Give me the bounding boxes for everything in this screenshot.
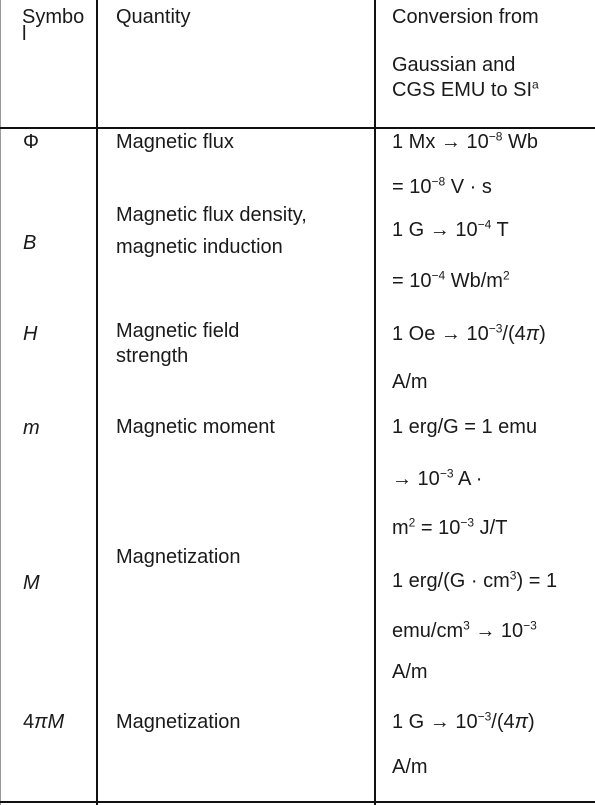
header-divider xyxy=(0,127,595,129)
row1-conversion-line2: = $10^{-8}$ V · s xyxy=(392,174,492,198)
row5-conversion-line3: A/m xyxy=(392,661,428,683)
row6-quantity: Magnetization xyxy=(116,711,241,733)
row3-quantity-line1: Magnetic field xyxy=(116,320,240,342)
row4-conversion-line3: $m^2 = 10^{-3}$ J/T xyxy=(392,515,508,539)
row3-quantity-line2: strength xyxy=(116,345,189,367)
header-symbol-line1: Symbo xyxy=(22,6,85,28)
row5-symbol: M xyxy=(23,572,40,594)
row3-symbol: H xyxy=(23,323,38,345)
row6-conversion-line2: A/m xyxy=(392,756,428,778)
row2-conversion-line1: 1 $G \to 10^{-4}$ T xyxy=(392,217,509,241)
header-symbol-line2: l xyxy=(22,23,27,45)
column-divider-2 xyxy=(374,0,376,805)
row2-quantity-line1: Magnetic flux density, xyxy=(116,204,307,226)
row5-quantity: Magnetization xyxy=(116,546,241,568)
row4-quantity: Magnetic moment xyxy=(116,416,275,438)
row3-conversion-line1: 1 $Oe \to 10^{-3}/(4\pi)$ xyxy=(392,321,546,345)
header-conversion-line1: Conversion from xyxy=(392,6,539,28)
row5-conversion-line1: 1 $erg/(G \cdot cm^3) = 1$ xyxy=(392,568,558,592)
row2-quantity-line2: magnetic induction xyxy=(116,236,283,258)
footnote-marker: a xyxy=(532,77,539,92)
row2-symbol: B xyxy=(23,232,37,254)
table-left-border xyxy=(0,0,1,805)
row6-conversion-line1: 1 $G \to 10^{-3}/(4\pi)$ xyxy=(392,709,535,733)
row2-conversion-line2: = $10^{-4}$ $Wb/m^2$ xyxy=(392,268,510,292)
row1-quantity: Magnetic flux xyxy=(116,131,234,153)
header-conversion-line3: CGS EMU to $SI^a$ xyxy=(392,77,539,101)
header-symbol xyxy=(22,6,84,45)
table-bottom-border xyxy=(0,801,595,803)
row4-conversion-line1: 1 erg/G = 1 emu xyxy=(392,416,538,438)
row4-symbol: m xyxy=(23,417,40,439)
row1-symbol: Φ xyxy=(23,131,39,153)
column-divider-1 xyxy=(96,0,98,805)
header-conversion-line2: Gaussian and xyxy=(392,54,516,76)
row4-conversion-line2: → $10^{-3}$ A · xyxy=(392,466,483,490)
row1-conversion-line1: 1 $Mx \to 10^{-8}$ Wb xyxy=(392,129,538,153)
row3-conversion-line2: A/m xyxy=(392,371,428,393)
row5-conversion-line2: emu/$cm^3 \to 10^{-3}$ xyxy=(392,618,537,642)
row6-symbol: 4πM xyxy=(23,711,65,733)
header-quantity: Quantity xyxy=(116,6,191,28)
